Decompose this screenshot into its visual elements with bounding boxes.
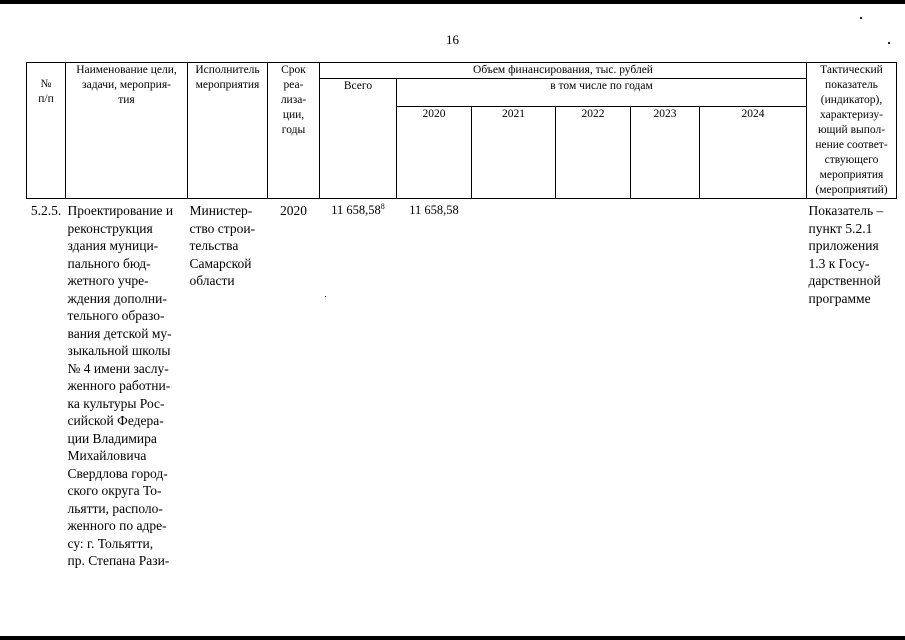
row-name: Проектирование и реконструкция здания муници- пального бюд- жетного учре- ждения дополни- тельного образо- вания детской му- зыкальной школы № 4 имени заслу- женного работни- ка культуры Рос- сийской Федера- ции Владимира Михайловича Свердлова город- ского округа То- льятти, располо- женного по адре- су: г. Тольятти, пр. Степана Рази-	[67, 203, 174, 568]
header-year-2023: 2023	[631, 107, 700, 199]
row-year-2024	[700, 199, 807, 570]
header-total: Всего	[320, 79, 397, 199]
top-scan-border	[0, 0, 905, 4]
header-year-2021: 2021	[472, 107, 556, 199]
header-executor: Исполнитель мероприятия	[188, 63, 268, 199]
row-total	[320, 199, 397, 570]
financing-table	[26, 62, 897, 570]
header-row-1	[27, 63, 897, 79]
page-number: 16	[446, 32, 459, 47]
header-name: Наименование цели, задачи, мероприя- тия	[66, 63, 188, 199]
row-total-footnote: 8	[380, 201, 385, 211]
row-year-2020: 11 658,58	[409, 203, 459, 217]
row-indicator: Показатель – пункт 5.2.1 приложения 1.3 к Госу- дарственной программе	[808, 203, 884, 306]
header-by-years: в том числе по годам	[397, 79, 807, 107]
header-year-2020: 2020	[397, 107, 472, 199]
row-executor: Министер- ство строи- тельства Самарской области	[189, 203, 256, 288]
row-year-2022	[556, 199, 631, 570]
header-num: № п/п	[27, 63, 66, 199]
row-total-value: 11 658,58	[331, 203, 381, 217]
table-row	[27, 199, 897, 570]
scan-speck	[860, 17, 862, 19]
bottom-scan-border	[0, 636, 905, 640]
row-year-2021	[472, 199, 556, 570]
header-term: Срок реа- лиза- ции, годы	[268, 63, 320, 199]
header-year-2024: 2024	[700, 107, 807, 199]
header-financing: Объем финансирования, тыс. рублей	[320, 63, 807, 79]
row-year-2023	[631, 199, 700, 570]
header-indicator: Тактический показатель (индикатор), характеризу- ющий выпол- нение соответ- ствующего мероприятия (мероприятий)	[807, 63, 897, 199]
row-term: 2020	[280, 203, 307, 218]
header-year-2022: 2022	[556, 107, 631, 199]
row-num: 5.2.5.	[30, 203, 62, 218]
